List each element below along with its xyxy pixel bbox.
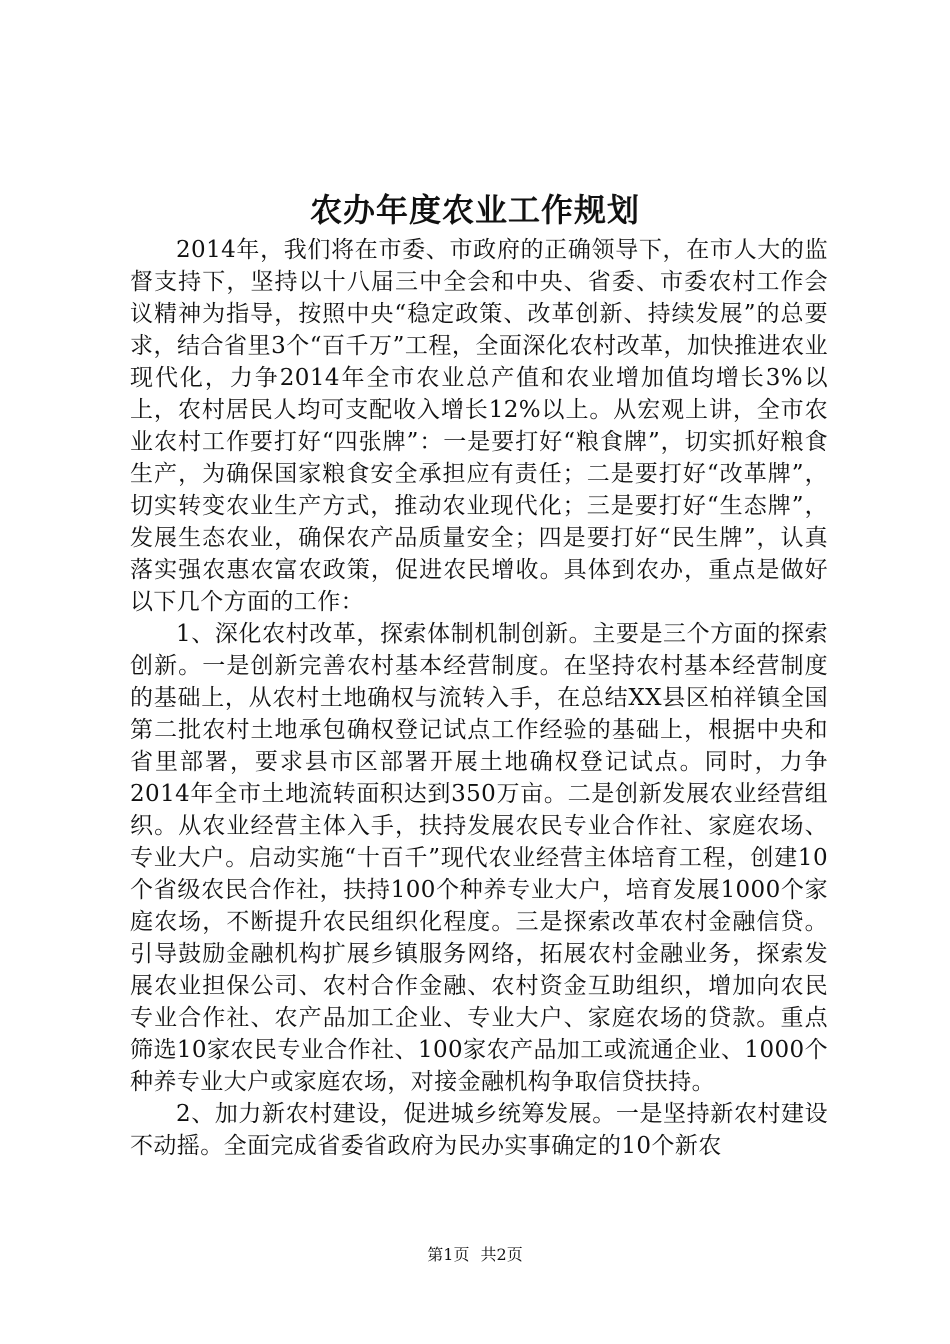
paragraph-section-1: 1、深化农村改革，探索体制机制创新。主要是三个方面的探索创新。一是创新完善农村基本经营制度。在坚持农村基本经营制度的基础上，从农村土地确权与流转入手，在总结XX县区柏祥镇全国第二批农村土地承包确权登记试点工作经验的基础上，根据中央和省里部署，要求县市区部署开展土地确权登记试点。同时，力争2014年全市土地流转面积达到350万亩。二是创新发展农业经营组织。从农业经营主体入手，扶持发展农民专业合作社、家庭农场、专业大户。启动实施“十百千”现代农业经营主体培育工程，创建10个省级农民合作社，扶持100个种养专业大户，培育发展1000个家庭农场，不断提升农民组织化程度。三是探索改革农村金融信贷。引导鼓励金融机构扩展乡镇服务网络，拓展农村金融业务，探索发展农业担保公司、农村合作金融、农村资金互助组织，增加向农民专业合作社、农产品加工企业、专业大户、家庭农场的贷款。重点筛选10家农民专业合作社、100家农产品加工或流通企业、1000个种养专业大户或家庭农场，对接金融机构争取信贷扶持。 bbox=[130, 621, 828, 1095]
page-number: 第1页 bbox=[427, 1245, 470, 1264]
paragraph-intro: 2014年，我们将在市委、市政府的正确领导下，在市人大的监督支持下，坚持以十八届三中全会和中央、省委、市委农村工作会议精神为指导，按照中央“稳定政策、改革创新、持续发展”的总要求，结合省里3个“百千万”工程，全面深化农村改革，加快推进农业现代化，力争2014年全市农业总产值和农业增加值均增长3%以上，农村居民人均可支配收入增长12%以上。从宏观上讲，全市农业农村工作要打好“四张牌”：一是要打好“粮食牌”，切实抓好粮食生产，为确保国家粮食安全承担应有责任；二是要打好“改革牌”，切实转变农业生产方式，推动农业现代化；三是要打好“生态牌”，发展生态农业，确保农产品质量安全；四是要打好“民生牌”，认真落实强农惠农富农政策，促进农民增收。具体到农办，重点是做好以下几个方面的工作： bbox=[130, 237, 828, 615]
paragraph-section-2: 2、加力新农村建设，促进城乡统筹发展。一是坚持新农村建设不动摇。全面完成省委省政府为民办实事确定的10个新农 bbox=[130, 1101, 828, 1159]
page-total: 共2页 bbox=[480, 1245, 523, 1264]
document-title: 农办年度农业工作规划 bbox=[309, 191, 640, 229]
document-body bbox=[130, 234, 828, 1162]
page-footer bbox=[0, 1244, 950, 1266]
